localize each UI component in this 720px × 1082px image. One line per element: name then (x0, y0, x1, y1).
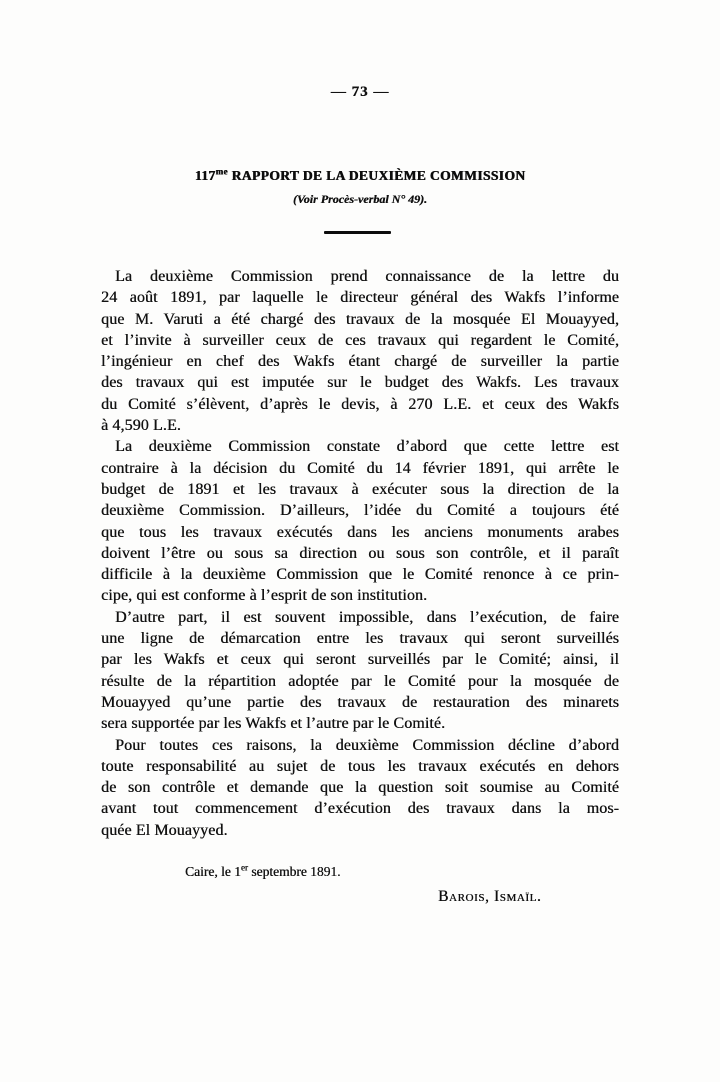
body-line: que M. Varuti a été chargé des travaux de la mosquée El Mouayyed, (101, 310, 619, 328)
body-line: Pour toutes ces raisons, la deuxième Commission décline d’abord (115, 736, 619, 754)
body-line: du Comité s’élèvent, d’après le devis, à 270 L.E. et ceux des Wakfs (101, 395, 619, 413)
body-line: sera supportée par les Wakfs et l’autre par le Comité. (101, 715, 446, 733)
body-line: quée El Mouayyed. (101, 821, 228, 839)
dateline (185, 864, 340, 880)
body-line: difficile à la deuxième Commission que le Comité renonce à ce prin- (101, 566, 619, 584)
body-line: La deuxième Commission prend connaissance de la lettre du (115, 268, 619, 285)
heading-divider-rule (324, 231, 391, 234)
body-line: Mouayyed qu’une partie des travaux de restauration des minarets (101, 693, 619, 711)
document-body (101, 266, 619, 841)
page-number: — 73 — (330, 84, 390, 100)
body-line: par les Wakfs et ceux qui seront surveillés par le Comité; ainsi, il (101, 651, 619, 669)
body-line: des travaux qui est imputée sur le budget des Wakfs. Les travaux (101, 374, 619, 392)
body-line: La deuxième Commission constate d’abord que cette lettre est (115, 438, 619, 456)
signature: Barois, Ismaïl. (438, 888, 542, 905)
body-line: deuxième Commission. D’ailleurs, l’idée du Comité a toujours été (101, 502, 619, 520)
report-title-ordinal-sup: me (215, 166, 228, 177)
body-line: que tous les travaux exécutés dans les anciens monuments arabes (101, 523, 619, 541)
dateline-rest: septembre 1891. (247, 864, 341, 879)
dateline-ordinal-sup: er (240, 862, 248, 873)
report-title-number: 117 (194, 168, 216, 183)
body-line: budget de 1891 et les travaux à exécuter sous la direction de la (101, 480, 619, 498)
body-line: doivent l’être ou sous sa direction ou sous son contrôle, et il paraît (101, 544, 619, 562)
dateline-prefix: Caire, le 1 (185, 864, 241, 879)
body-line: résulte de la répartition adoptée par le Comité pour la mosquée de (101, 672, 619, 690)
body-line: l’ingénieur en chef des Wakfs étant chargé de surveiller la partie (101, 353, 619, 371)
report-subtitle: (Voir Procès-verbal N° 49). (292, 192, 428, 206)
report-title-text: RAPPORT DE LA DEUXIÈME COMMISSION (227, 168, 526, 183)
body-line: toute responsabilité au sujet de tous les travaux exécutés en dehors (101, 757, 619, 775)
body-line: une ligne de démarcation entre les travaux qui seront surveillés (101, 630, 619, 648)
body-line: de son contrôle et demande que la question soit soumise au Comité (101, 779, 619, 797)
body-line: à 4,590 L.E. (101, 417, 181, 435)
report-title (0, 168, 720, 184)
body-line: contraire à la décision du Comité du 14 février 1891, qui arrête le (101, 459, 619, 477)
body-line: 24 août 1891, par laquelle le directeur général des Wakfs l’informe (101, 289, 619, 307)
body-line: et l’invite à surveiller ceux de ces travaux qui regardent le Comité, (101, 331, 619, 349)
body-line: avant tout commencement d’exécution des travaux dans la mos- (101, 800, 619, 818)
body-line: D’autre part, il est souvent impossible, dans l’exécution, de faire (115, 608, 619, 626)
body-line: cipe, qui est conforme à l’esprit de son institution. (101, 587, 428, 605)
